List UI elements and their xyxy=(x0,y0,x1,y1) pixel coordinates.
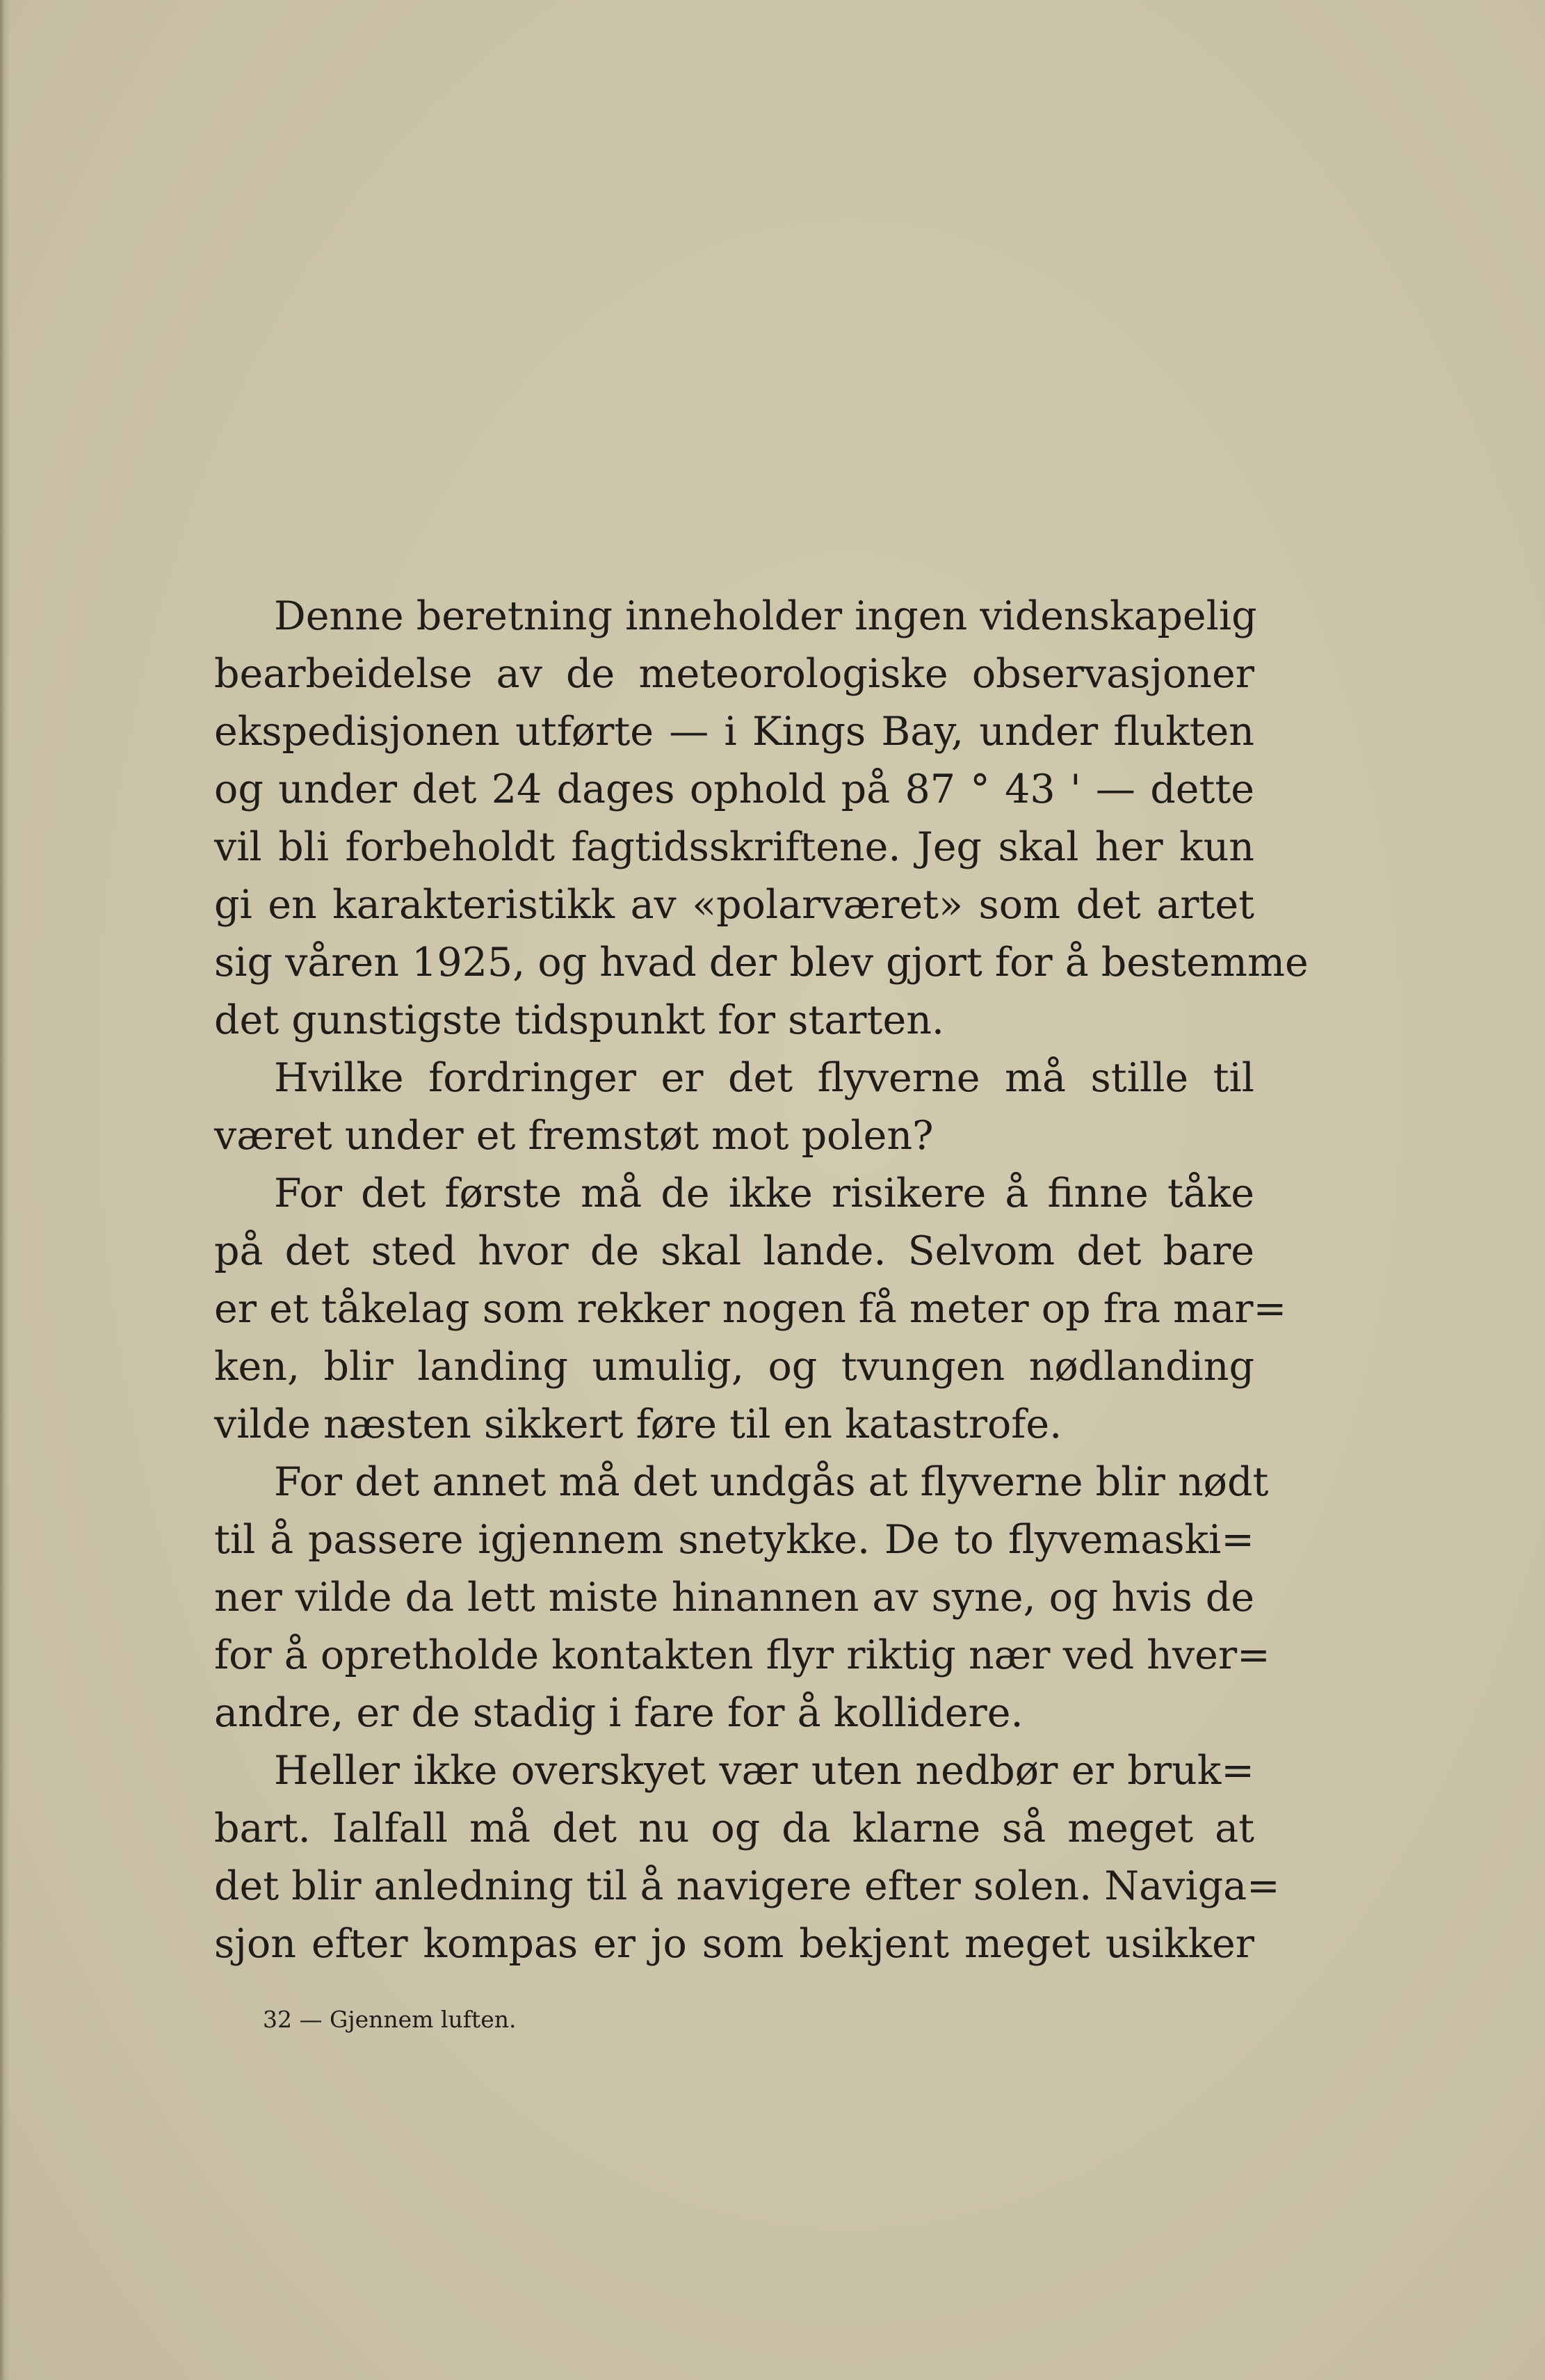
text-line: Denne beretning inneholder ingen videnskapelig xyxy=(274,593,1257,639)
page-binding-edge xyxy=(0,0,10,2380)
body-text xyxy=(214,588,1309,1973)
text-line: For det annet må det undgås at flyverne blir nødt xyxy=(274,1459,1269,1505)
text-line: sig våren 1925, og hvad der blev gjort for å bestemme xyxy=(214,940,1309,986)
text-line: vil bli forbeholdt fagtidsskriftene. Jeg skal her kun xyxy=(214,824,1254,870)
text-line: på det sted hvor de skal lande. Selvom det bare xyxy=(214,1228,1254,1274)
text-line: Hvilke fordringer er det flyverne må stille til xyxy=(274,1055,1254,1101)
text-line: ekspedisjonen utførte — i Kings Bay, under flukten xyxy=(214,709,1254,755)
page-footer: 32 — Gjennem luften. xyxy=(263,2006,517,2033)
text-line: For det første må de ikke risikere å finne tåke xyxy=(274,1171,1254,1216)
text-line: gi en karakteristikk av «polarværet» som det artet xyxy=(214,882,1254,928)
text-line: til å passere igjennem snetykke. De to flyvemaski= xyxy=(214,1517,1254,1563)
text-line: ner vilde da lett miste hinannen av syne, og hvis de xyxy=(214,1575,1254,1621)
text-line: ken, blir landing umulig, og tvungen nødlanding xyxy=(214,1344,1254,1390)
text-line: vilde næsten sikkert føre til en katastrofe. xyxy=(214,1401,1062,1447)
text-line: det blir anledning til å navigere efter solen. Naviga= xyxy=(214,1863,1280,1909)
text-line: er et tåkelag som rekker nogen få meter op fra mar= xyxy=(214,1286,1287,1332)
text-line: og under det 24 dages ophold på 87 ° 43 ' — dette xyxy=(214,766,1254,812)
text-line: været under et fremstøt mot polen? xyxy=(214,1113,934,1159)
text-line: andre, er de stadig i fare for å kollidere. xyxy=(214,1690,1024,1736)
text-line: for å opretholde kontakten flyr riktig nær ved hver= xyxy=(214,1632,1270,1678)
text-line: Heller ikke overskyet vær uten nedbør er bruk= xyxy=(274,1748,1254,1794)
text-line: sjon efter kompas er jo som bekjent meget usikker xyxy=(214,1921,1254,1967)
text-line: det gunstigste tidspunkt for starten. xyxy=(214,997,945,1043)
text-line: bearbeidelse av de meteorologiske observasjoner xyxy=(214,651,1254,697)
text-line: bart. Ialfall må det nu og da klarne så meget at xyxy=(214,1806,1254,1851)
